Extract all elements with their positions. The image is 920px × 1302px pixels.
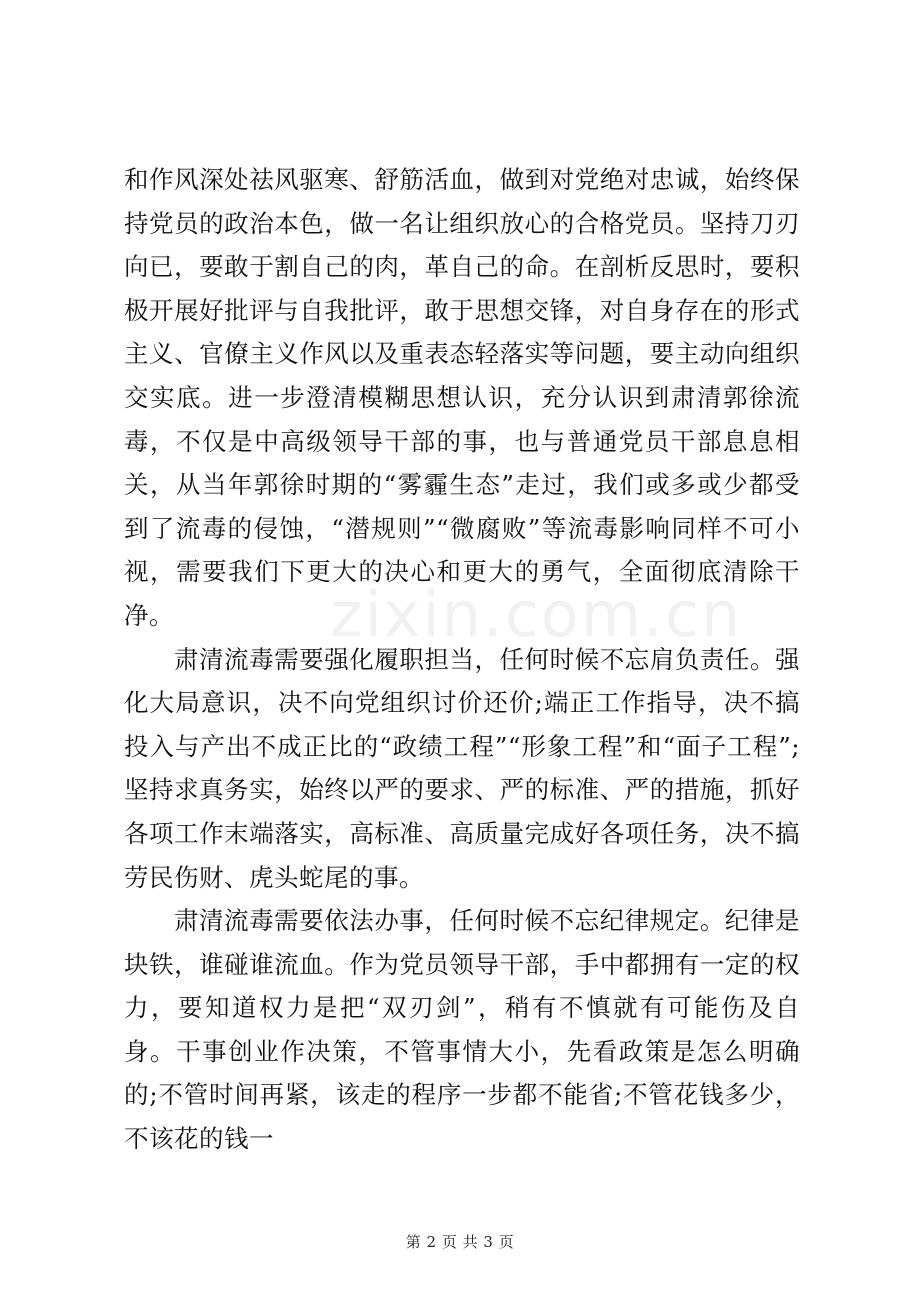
paragraph-2: 肃清流毒需要强化履职担当，任何时候不忘肩负责任。强化大局意识，决不向党组织讨价还价;端正工作指导，决不搞投入与产出不成正比的“政绩工程”“形象工程”和“面子工程”;坚持求真务实，始终以严的要求、严的标准、严的措施，抓好各项工作末端落实，高标准、高质量完成好各项任务，决不搞劳民伤财、虎头蛇尾的事。	[124, 644, 800, 892]
document-body	[124, 158, 800, 1161]
page-number-footer: 第 2 页 共 3 页	[405, 1233, 515, 1251]
paragraph-3: 肃清流毒需要依法办事，任何时候不忘纪律规定。纪律是块铁，谁碰谁流血。作为党员领导干部，手中都拥有一定的权力，要知道权力是把“双刃剑”，稍有不慎就有可能伤及自身。干事创业作决策，不管事情大小，先看政策是怎么明确的;不管时间再紧，该走的程序一步都不能省;不管花钱多少，不该花的钱一	[124, 906, 800, 1154]
watermark: zixin.com.cn	[330, 578, 743, 651]
paragraph-1: 和作风深处祛风驱寒、舒筋活血，做到对党绝对忠诚，始终保持党员的政治本色，做一名让组织放心的合格党员。坚持刀刃向已，要敢于割自己的肉，革自己的命。在剖析反思时，要积极开展好批评与自我批评，敢于思想交锋，对自身存在的形式主义、官僚主义作风以及重表态轻落实等问题，要主动向组织交实底。进一步澄清模糊思想认识，充分认识到肃清郭徐流毒，不仅是中高级领导干部的事，也与普通党员干部息息相关，从当年郭徐时期的“雾霾生态”走过，我们或多或少都受到了流毒的侵蚀，“潜规则”“微腐败”等流毒影响同样不可小视，需要我们下更大的决心和更大的勇气，全面彻底清除干净。	[124, 165, 800, 630]
